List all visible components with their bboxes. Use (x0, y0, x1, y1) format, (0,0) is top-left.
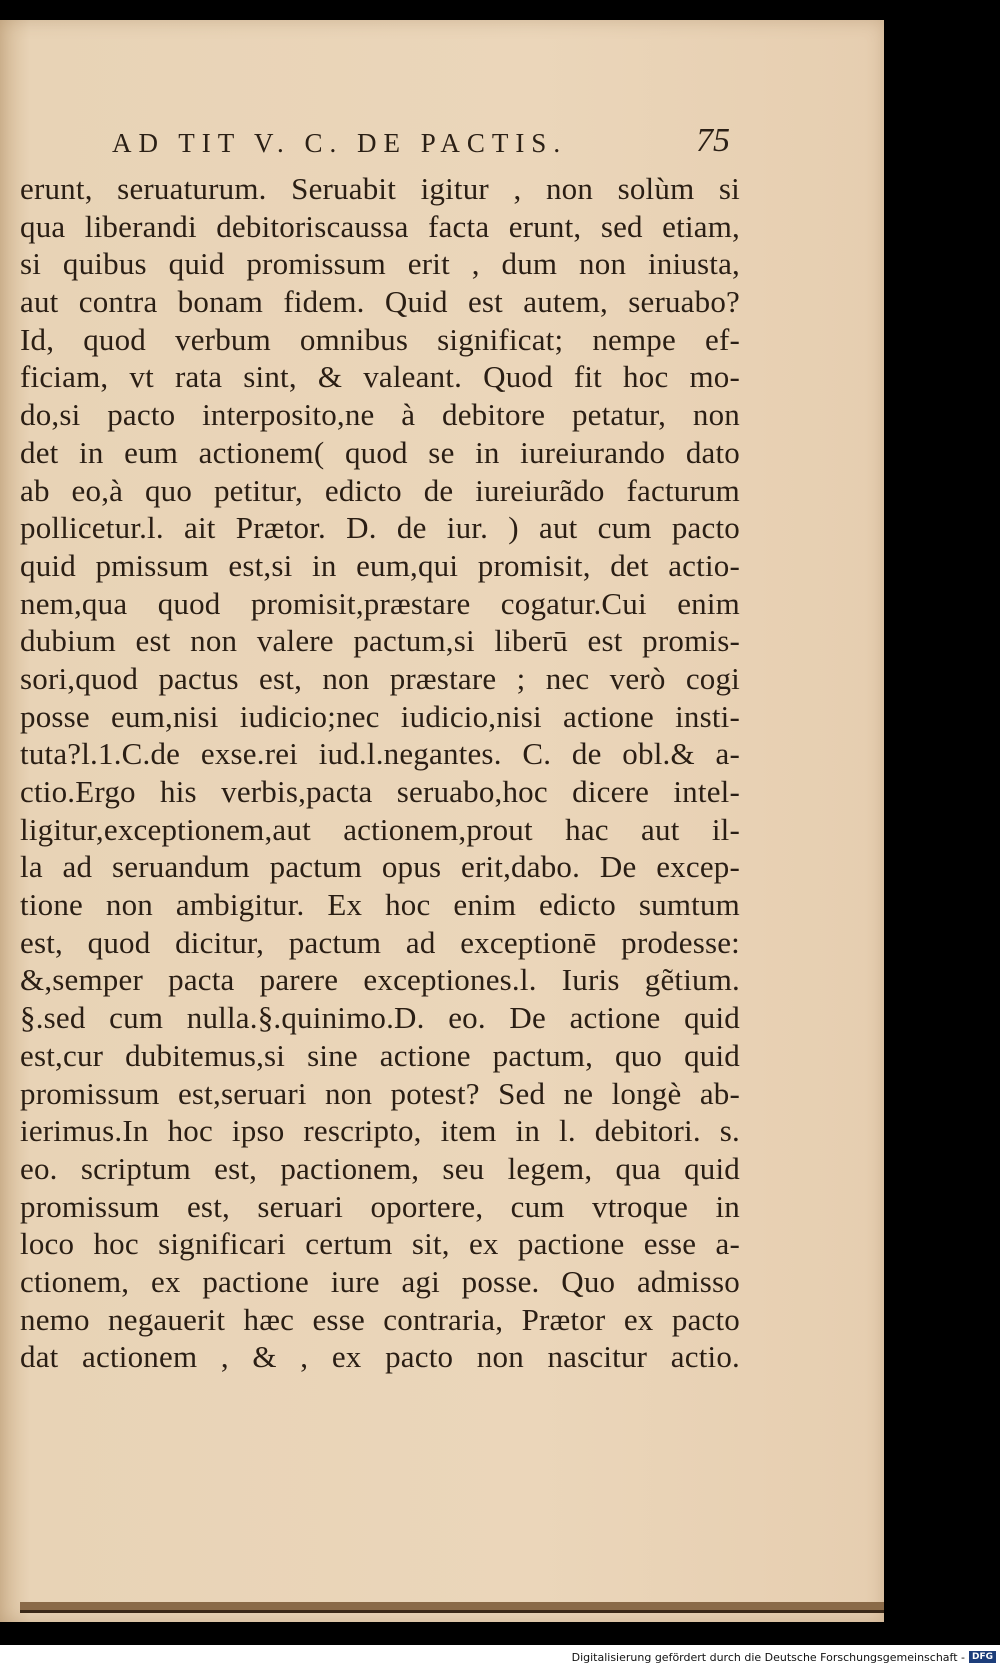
text-line: pollicetur.l. ait Prætor. D. de iur. ) aut cum pacto (20, 510, 740, 546)
text-line: §.sed cum nulla.§.quinimo.D. eo. De actione quid (20, 1000, 740, 1036)
text-line: tione non ambigitur. Ex hoc enim edicto sumtum (20, 887, 740, 923)
text-line: nem,qua quod promisit,præstare cogatur.Cui enim (20, 585, 740, 621)
text-line: promissum est,seruari non potest? Sed ne longè ab- (20, 1075, 740, 1111)
page-header (0, 120, 884, 160)
scan-background-right (941, 0, 1000, 1666)
digitization-credit: Digitalisierung gefördert durch die Deutsche Forschungsgemeinschaft - (571, 1650, 965, 1664)
text-line: ficiam, vt rata sint, & valeant. Quod fit hoc mo- (20, 359, 740, 395)
text-line: eo. scriptum est, pactionem, seu legem, qua quid (20, 1150, 740, 1186)
dfg-logo: DFG (969, 1651, 996, 1663)
text-line: est, quod dicitur, pactum ad exceptionē prodesse: (20, 924, 740, 960)
text-line: Id, quod verbum omnibus significat; nempe ef- (20, 321, 740, 357)
text-line: &,semper pacta parere exceptiones.l. Iuris gẽtium. (20, 962, 740, 998)
text-line: quid pmissum est,si in eum,qui promisit, det actio- (20, 547, 740, 583)
text-line: est,cur dubitemus,si sine actione pactum, quo quid (20, 1037, 740, 1073)
running-title: AD TIT V. C. DE PACTIS. (112, 128, 568, 158)
text-line: det in eum actionem( quod se in iureiurando dato (20, 434, 740, 470)
text-line: loco hoc significari certum sit, ex pactione esse a- (20, 1226, 740, 1262)
text-line: qua liberandi debitoriscaussa facta erunt, sed etiam, (20, 208, 740, 244)
text-line: si quibus quid promissum erit , dum non iniusta, (20, 246, 740, 282)
body-text (20, 170, 740, 1376)
text-line: ctio.Ergo his verbis,pacta seruabo,hoc dicere intel- (20, 774, 740, 809)
text-line: dubium est non valere pactum,si liberū est promis- (20, 623, 740, 659)
digitization-footer (0, 1648, 1000, 1666)
text-line: aut contra bonam fidem. Quid est autem, seruabo? (20, 284, 740, 320)
text-line: posse eum,nisi iudicio;nec iudicio,nisi actione insti- (20, 698, 740, 734)
text-line: nemo negauerit hæc esse contraria, Prætor ex pacto (20, 1301, 740, 1337)
text-line: erunt, seruaturum. Seruabit igitur , non solùm si (20, 171, 740, 206)
text-line: ligitur,exceptionem,aut actionem,prout hac aut il- (20, 811, 740, 847)
text-line: promissum est, seruari oportere, cum vtroque in (20, 1188, 740, 1224)
text-line: dat actionem , & , ex pacto non nascitur actio. (20, 1339, 740, 1375)
text-line: ierimus.In hoc ipso rescripto, item in l. debitori. s. (20, 1113, 740, 1149)
text-line: ab eo,à quo petitur, edicto de iureiurãdo facturum (20, 472, 740, 508)
text-line: ctionem, ex pactione iure agi posse. Quo admisso (20, 1263, 740, 1299)
book-page (0, 20, 884, 1622)
text-line: la ad seruandum pactum opus erit,dabo. De excep- (20, 849, 740, 885)
text-line: do,si pacto interposito,ne à debitore petatur, non (20, 397, 740, 433)
page-number: 75 (696, 122, 730, 159)
page-bottom-edge (20, 1602, 884, 1613)
text-line: sori,quod pactus est, non præstare ; nec verò cogi (20, 660, 740, 696)
text-line: tuta?l.1.C.de exse.rei iud.l.negantes. C. de obl.& a- (20, 736, 740, 772)
